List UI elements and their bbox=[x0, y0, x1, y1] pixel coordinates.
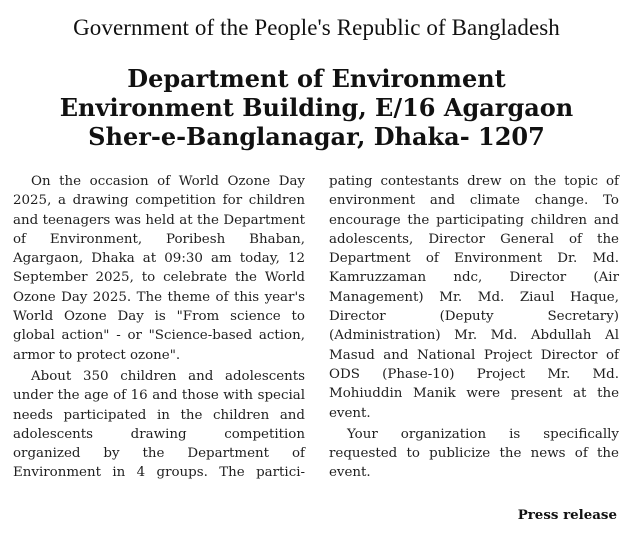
department-building: Environment Building, E/16 Agargaon bbox=[59, 93, 574, 122]
right-column bbox=[329, 172, 619, 485]
press-release-label: Press release bbox=[517, 507, 617, 523]
left-column bbox=[13, 172, 305, 485]
department-name: Department of Environment bbox=[127, 64, 506, 93]
government-heading: Government of the People's Republic of Bangladesh bbox=[73, 15, 560, 40]
department-location: Sher-e-Banglanagar, Dhaka- 1207 bbox=[88, 122, 545, 151]
paragraph-participation-continued: pating contestants drew on the topic of environment and climate change. To encourage the participating children and adolescents, Director General of the Department of Environment Dr. Md. Kamruzzaman ndc, Director (Air Management) Mr. Md. Ziaul Haque, Director (Deputy Secretary) (Administration) Mr. Md. Abdullah Al Masud and National Project Director of ODS (Phase-10) Project Mr. Md. Mohiuddin Manik were present at the event. bbox=[329, 174, 619, 421]
paragraph-intro: On the occasion of World Ozone Day 2025, a drawing competition for children and teenagers was held at the Department of Environment, Poribesh Bhaban, Agargaon, Dhaka at 09:30 am today, 12 September 2025, to celebrate the World Ozone Day 2025. The theme of this year's World Ozone Day is "From science to global action" - or "Science-based action, armor to protect ozone". bbox=[13, 174, 305, 363]
department-address-block bbox=[0, 64, 633, 151]
paragraph-participation: About 350 children and adolescents under the age of 16 and those with special needs participated in the children and adolescents drawing competition organized by the Department of Environment in 4 groups. The partici- bbox=[13, 368, 305, 481]
paragraph-request: Your organization is specifically requested to publicize the news of the event. bbox=[329, 426, 619, 481]
